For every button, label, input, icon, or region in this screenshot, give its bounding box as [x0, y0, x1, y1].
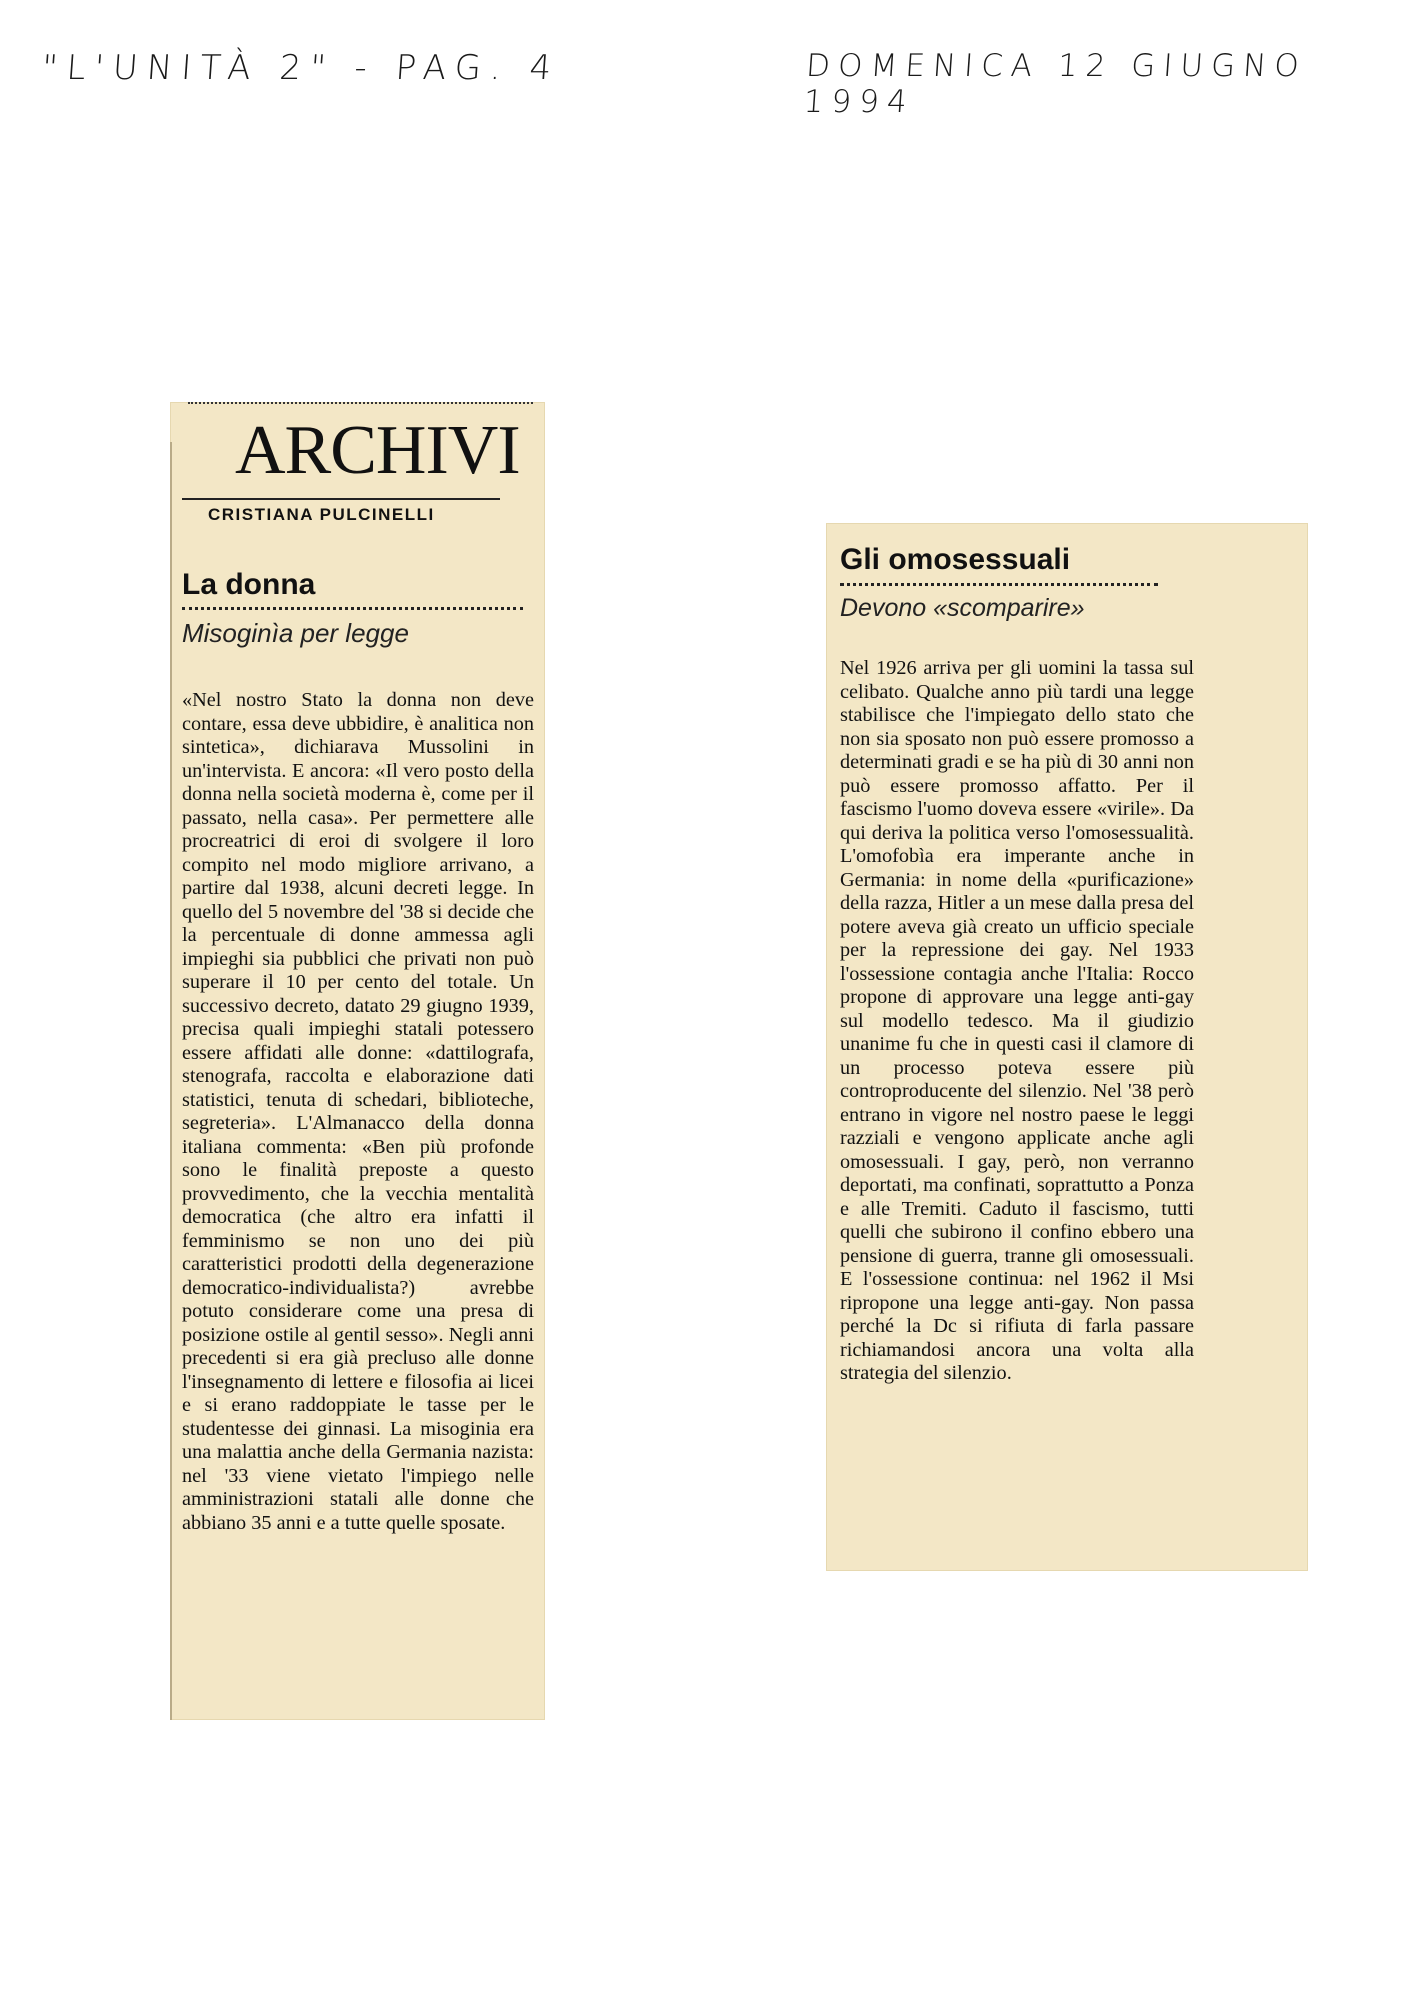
handwritten-date-note: DOMENICA 12 GIUGNO 1994: [802, 48, 1308, 120]
clipping-donna: [170, 402, 545, 1720]
article-subheading: Misoginìa per legge: [182, 618, 409, 648]
article-body: Nel 1926 arriva per gli uomini la tassa sul celibato. Qualche anno più tardi una legge stabilisce che l'impiegato dello stato che non sia sposato non può essere promosso a determinati gradi e se ha più di 30 anni non può essere promosso affatto. Per il fascismo l'uomo doveva essere «virile». Da qui deriva la politica verso l'omosessualità. L'omofobìa era imperante anche in Germania: in nome della «purificazione» della razza, Hitler a un mese dalla presa del potere aveva già creato un ufficio speciale per la repressione dei gay. Nel 1933 l'ossessione contagia anche l'Italia: Rocco propone di approvare una legge anti-gay sul modello tedesco. Ma il giudizio unanime fu che in questi casi il clamore di un processo poteva essere più controproducente del silenzio. Nel '38 però entrano in vigore nel nostro paese le leggi razziali e vengono applicate anche agli omosessuali. I gay, però, non verranno deportati, ma confinati, soprattutto a Ponza e alle Tremiti. Caduto il fascismo, tutti quelli che subirono il confino ebbero una pensione di guerra, tranne gli omosessuali. E l'ossessione continua: nel 1962 il Msi ripropone una legge anti-gay. Non passa perché la Dc si rifiuta di farla passare richiamandosi ancora una volta alla strategia del silenzio.: [840, 657, 1194, 1384]
top-dotted-rule: [188, 402, 533, 404]
article-heading: La donna: [182, 568, 316, 601]
handwritten-source-note: "L'UNITÀ 2" - PAG. 4: [40, 48, 562, 88]
article-subheading: Devono «scomparire»: [840, 594, 1085, 622]
section-title-text: ARCHIVI: [235, 412, 520, 489]
author-name: CRISTIANA PULCINELLI: [208, 505, 435, 524]
clipping-omosessuali: [826, 523, 1308, 1571]
section-rule: [182, 498, 500, 500]
article-body: «Nel nostro Stato la donna non deve contare, essa deve ubbidire, è analitica non sintetica», dichiarava Mussolini in un'intervista. E ancora: «Il vero posto della donna nella società moderna è, come per il passato, nella casa». Per permettere alle procreatrici di eroi di svolgere il loro compito nel modo migliore arrivano, a partire dal 1938, alcuni decreti legge. In quello del 5 novembre del '38 si decide che la percentuale di donne ammessa agli impieghi sia pubblici che privati non può superare il 10 per cento del totale. Un successivo decreto, datato 29 giugno 1939, precisa quali impieghi statali potessero essere affidati alle donne: «dattilografa, stenografa, raccolta e elaborazione dati statistici, tenuta di schedari, biblioteche, segreteria». L'Almanacco della donna italiana commenta: «Ben più profonde sono le finalità preposte a questo provvedimento, che la vecchia mentalità democratica (che altro era infatti il femminismo se non uno dei più caratteristici prodotti della degenerazione democratico-individualista?) avrebbe potuto considerare come una presa di posizione ostile al gentil sesso». Negli anni precedenti si era già precluso alle donne l'insegnamento di lettere e filosofia ai licei e si erano raddoppiate le tasse per le studentesse dei ginnasi. La misoginia era una malattia anche della Germania nazista: nel '33 viene vietato l'impiego nelle amministrazioni statali alle donne che abbiano 35 anni e a tutte quelle sposate.: [182, 689, 534, 1534]
heading-dotted-rule: [840, 583, 1158, 586]
margin-line: [170, 442, 172, 1720]
heading-dotted-rule: [182, 607, 523, 610]
article-heading: Gli omosessuali: [840, 543, 1071, 576]
section-title: [235, 412, 520, 489]
